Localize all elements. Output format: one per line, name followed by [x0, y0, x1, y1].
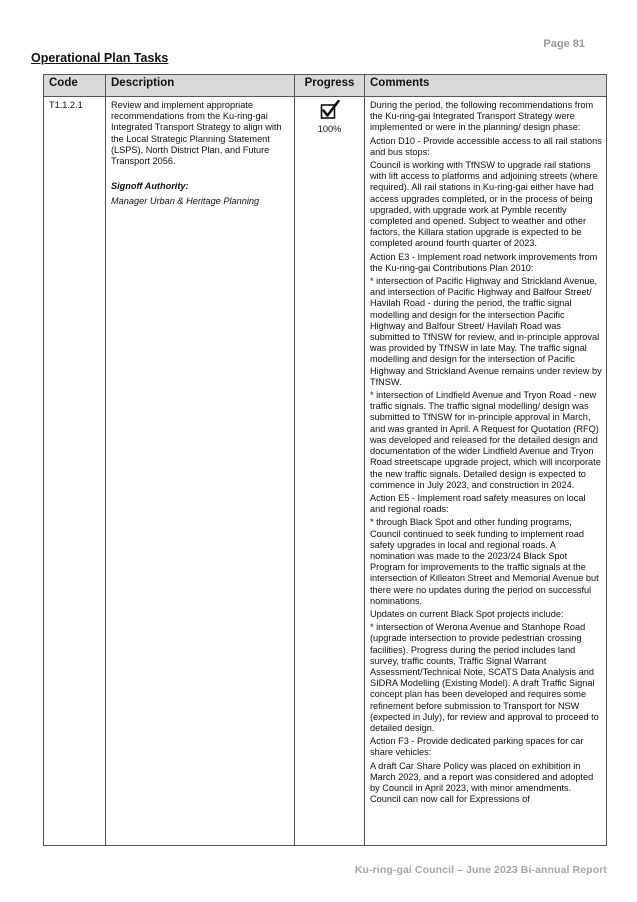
description-cell [106, 97, 295, 846]
page-number: Page 81 [543, 38, 585, 50]
progress-value: 100% [317, 124, 342, 135]
table-row [44, 97, 607, 846]
comment-paragraph: Council is working with TfNSW to upgrade rail stations with lift access to platforms and adjoining streets (where required). All rail stations in Ku-ring-gai either have had access upgrades completed, or in the process of being upgraded, with upgrade work at Pymble recently completed and opened. Subject to weather and other factors, the Killara station upgrade is expected to be completed around fourth quarter of 2023. [370, 160, 598, 249]
comment-paragraph: * intersection of Werona Avenue and Stanhope Road (upgrade intersection to provide pedestrian crossing facilities). Progress during the period includes land survey, traffic counts, Traffic Signal Warrant Assessment/Technical Note, SCATS Data Analysis and SIDRA Modelling (Existing Model). A draft Traffic Signal concept plan has been developed and requires some refinement before submission to Transport for NSW (expected in July), for review and approval to proceed to detailed design. [370, 622, 599, 733]
signoff-label: Signoff Authority: [111, 181, 189, 192]
comment-paragraph: * intersection of Pacific Highway and Strickland Avenue, and intersection of Pacific Highway and Balfour Street/ Havilah Road - during the period, the traffic signal modelling and design for the intersection Pacific Highway and Balfour Street/ Havilah Road was submitted to TfNSW for review, and in-principle approval was provided by TfNSW in late May. The traffic signal modelling and design for the intersection of Pacific Highway and Strickland Avenue remains under review by TfNSW. [370, 276, 602, 387]
comment-paragraph: * intersection of Lindfield Avenue and Tryon Road - new traffic signals. The traffic signal modelling/ design was submitted to TfNSW for in-principle approval in March, and was granted in April. A Request for Quotation (RFQ) was developed and released for the detailed design and documentation of the wider Lindfield Avenue and Tryon Road streetscape upgrade project, which will incorporate the new traffic signals. Detailed design is expected to commence in July 2023, and construction in 2024. [370, 390, 601, 490]
comment-paragraph: * through Black Spot and other funding programs, Council continued to seek funding to implement road safety upgrades in local and regional roads. A nomination was made to the 2023/24 Black Spot Program for improvements to the traffic signals at the intersection of Killeaton Street and Memorial Avenue but there were no updates during the period on successful nominations. [370, 517, 599, 606]
report-footer: Ku-ring-gai Council – June 2023 Bi-annual Report [354, 864, 607, 876]
comment-paragraph: During the period, the following recommendations from the Ku-ring-gai Integrated Transport Strategy were implemented or were in the planning/ design phase: [370, 100, 594, 133]
task-description: Review and implement appropriate recommendations from the Ku-ring-gai Integrated Transport Strategy to align with the Local Strategic Planning Statement (LSPS), North District Plan, and Future Transport 2056. [111, 100, 282, 167]
comment-paragraph: Action E5 - Implement road safety measures on local and regional roads: [370, 492, 586, 515]
operational-plan-table [43, 74, 607, 846]
header-description: Description [106, 75, 295, 97]
header-code: Code [44, 75, 106, 97]
checkbox-checked-icon [320, 100, 340, 120]
comment-paragraph: Updates on current Black Spot projects include: [370, 608, 564, 619]
comment-paragraph: Action E3 - Implement road network improvements from the Ku-ring-gai Contributions Plan 2010: [370, 251, 598, 273]
comment-paragraph: Action D10 - Provide accessible access to all rail stations and bus stops: [370, 135, 602, 157]
comments-cell [365, 97, 607, 846]
task-code: T1.1.2.1 [44, 97, 106, 846]
progress-cell [295, 97, 365, 846]
signoff-value: Manager Urban & Heritage Planning [111, 196, 260, 207]
header-progress: Progress [295, 75, 365, 97]
table-header-row [44, 75, 607, 97]
comment-paragraph: A draft Car Share Policy was placed on exhibition in March 2023, and a report was considered and adopted by Council in April 2023, with minor amendments. Council can now call for Expressions of [370, 760, 594, 805]
section-title: Operational Plan Tasks [31, 51, 169, 65]
comment-paragraph: Action F3 - Provide dedicated parking spaces for car share vehicles: [370, 736, 584, 758]
header-comments: Comments [365, 75, 607, 97]
